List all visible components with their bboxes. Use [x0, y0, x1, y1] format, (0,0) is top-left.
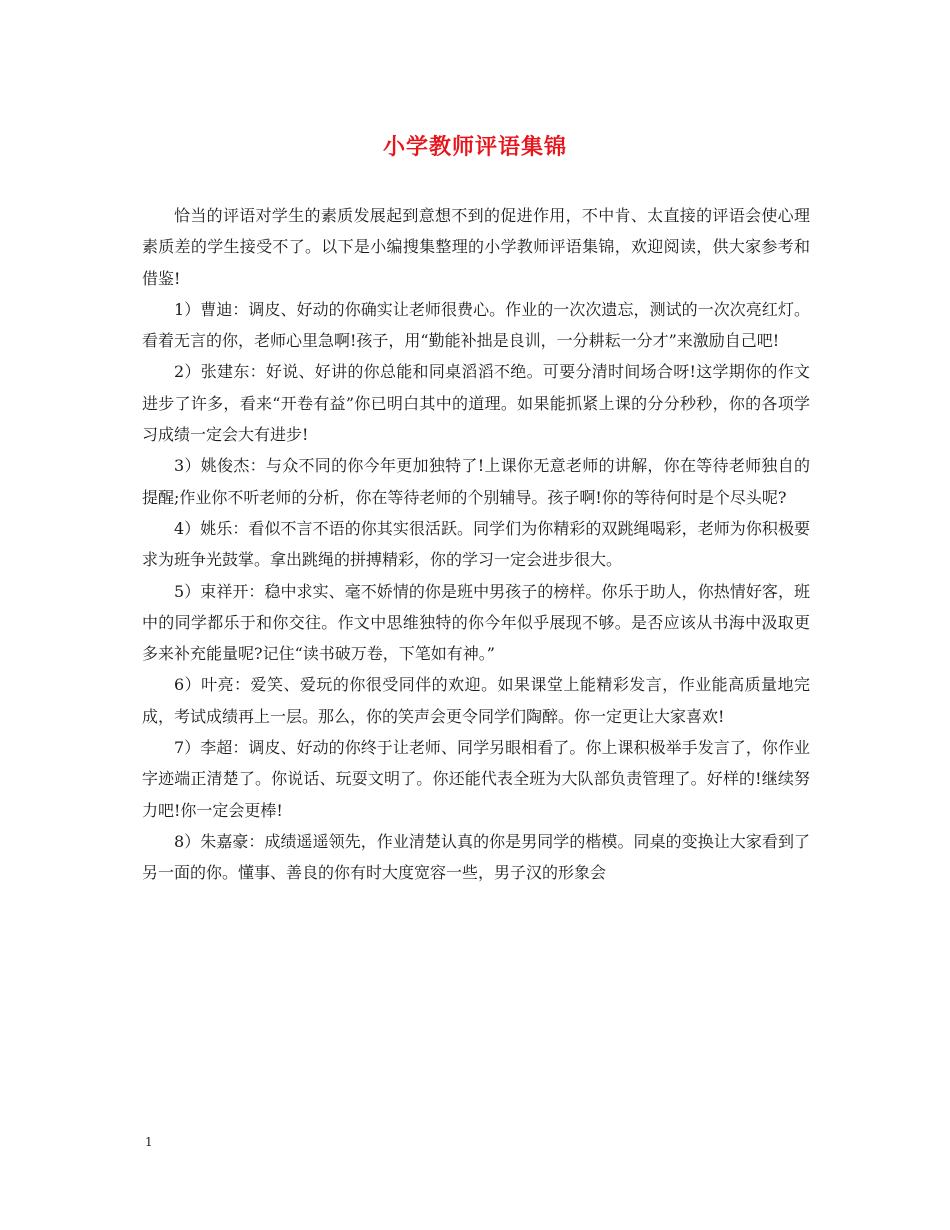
document-title: 小学教师评语集锦 — [382, 134, 567, 160]
comment-paragraph-8: 8）朱嘉豪：成绩遥遥领先，作业清楚认真的你是男同学的楷模。同桌的变换让大家看到了另一面的你。懂事、善良的你有时大度宽容一些，男子汉的形象会 — [142, 831, 810, 883]
comment-paragraph-6: 6）叶亮：爱笑、爱玩的你很受同伴的欢迎。如果课堂上能精彩发言，作业能高质量地完成，考试成绩再上一层。那么，你的笑声会更令同学们陶醉。你一定更让大家喜欢! — [142, 675, 810, 726]
comment-paragraph-4: 4）姚乐：看似不言不语的你其实很活跃。同学们为你精彩的双跳绳喝彩，老师为你积极要求为班争光鼓掌。拿出跳绳的拼搏精彩，你的学习一定会进步很大。 — [142, 518, 810, 570]
comment-paragraph-3: 3）姚俊杰：与众不同的你今年更加独特了!上课你无意老师的讲解，你在等待老师独自的提醒;作业你不听老师的分析，你在等待老师的个别辅导。孩子啊!你的等待何时是个尽头呢? — [142, 456, 810, 507]
comment-paragraph-2: 2）张建东：好说、好讲的你总能和同桌滔滔不绝。可要分清时间场合呀!这学期你的作文进步了许多，看来“开卷有益”你已明白其中的道理。如果能抓紧上课的分分秒秒，你的各项学习成绩一定会大有进步! — [142, 362, 810, 445]
intro-paragraph: 恰当的评语对学生的素质发展起到意想不到的促进作用，不中肯、太直接的评语会使心理素质差的学生接受不了。以下是小编搜集整理的小学教师评语集锦，欢迎阅读，供大家参考和借鉴! — [142, 206, 810, 288]
page-number: 1 — [145, 1135, 153, 1149]
comment-paragraph-1: 1）曹迪：调皮、好动的你确实让老师很费心。作业的一次次遗忘，测试的一次次亮红灯。看着无言的你，老师心里急啊!孩子，用“勤能补拙是良训，一分耕耘一分才”来激励自己吧! — [142, 299, 810, 351]
document-body — [142, 200, 810, 889]
comment-paragraph-7: 7）李超：调皮、好动的你终于让老师、同学另眼相看了。你上课积极举手发言了，你作业字迹端正清楚了。你说话、玩耍文明了。你还能代表全班为大队部负责管理了。好样的!继续努力吧!你一定会更棒! — [142, 738, 810, 820]
comment-paragraph-5: 5）束祥开：稳中求实、毫不娇情的你是班中男孩子的榜样。你乐于助人，你热情好客，班中的同学都乐于和你交往。作文中思维独特的你今年似乎展现不够。是否应该从书海中汲取更多来补充能量呢?记住“读书破万卷，下笔如有神。” — [142, 581, 810, 664]
